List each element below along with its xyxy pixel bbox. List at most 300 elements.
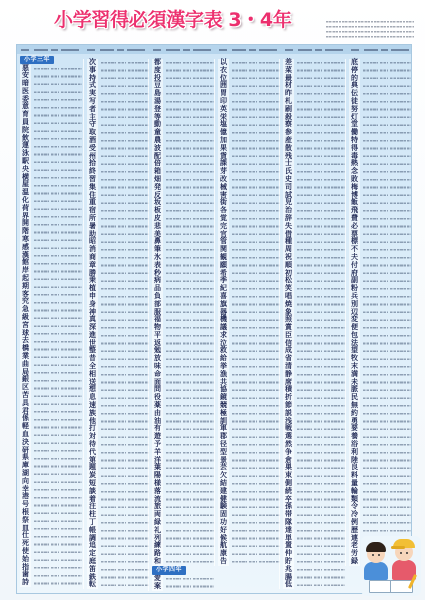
kanji-cell: 次: [89, 58, 96, 66]
kanji-cell: 兵: [351, 291, 358, 300]
kanji-cell: 救: [220, 346, 227, 355]
kanji-cell: 湯: [154, 96, 161, 105]
kanji-cell: 英: [220, 104, 227, 113]
kanji-cell: 遊: [154, 432, 161, 441]
kanji-cell: 員: [22, 118, 29, 127]
kanji-cell: 案: [154, 582, 161, 591]
kanji-cell: 録: [351, 557, 358, 565]
kanji-cell: 住: [89, 190, 96, 199]
kanji-cell: 習: [89, 174, 96, 183]
child-left-eye: [372, 554, 374, 556]
kanji-cell: 民: [351, 393, 358, 402]
kanji-block: [87, 59, 149, 589]
kanji-cell: 等: [154, 112, 161, 121]
kanji-cell: 景: [220, 455, 227, 464]
kanji-cell: 功: [220, 518, 227, 527]
kanji-cell: 器: [220, 307, 227, 316]
kanji-cell: 喜: [220, 291, 227, 300]
kanji-cell: 様: [154, 479, 161, 488]
kanji-cell: 松: [285, 276, 292, 285]
kanji-cell: 持: [89, 73, 96, 82]
kanji-cell: 輪: [351, 486, 358, 495]
kanji-cell: 緑: [154, 518, 161, 527]
kanji-cell: 昭: [89, 237, 96, 246]
kanji-cell: 畑: [154, 174, 161, 183]
kanji-cell: 漁: [220, 369, 227, 378]
kanji-cell: 各: [220, 206, 227, 215]
note-text: [249, 59, 257, 566]
kanji-cell: 待: [89, 440, 96, 449]
kanji-cell: 要: [351, 424, 358, 433]
kanji-cell: 給: [220, 354, 227, 363]
kanji-cell: 植: [89, 284, 96, 293]
kanji-cell: 望: [351, 346, 358, 355]
kanji-cell: 改: [220, 174, 227, 183]
kanji-cell: 勝: [89, 268, 96, 277]
kanji-cell: 漢: [22, 250, 29, 259]
kanji-cell: 度: [154, 65, 161, 74]
kanji-cell: 料: [351, 471, 358, 480]
kanji-cell: 議: [220, 323, 227, 332]
kanji-cell: 終: [89, 167, 96, 176]
kanji-cell: 伝: [351, 89, 358, 98]
kanji-cell: 味: [154, 362, 161, 371]
kanji-column-6: [345, 59, 411, 566]
kanji-cell: 写: [89, 96, 96, 105]
kanji-cell: 去: [22, 336, 29, 345]
kanji-cell: 根: [22, 507, 29, 516]
grade-3-label: 小学三年: [20, 56, 54, 65]
kanji-cell: 投: [154, 73, 161, 82]
kanji-cell: 役: [154, 393, 161, 402]
open-book: [369, 580, 413, 593]
kanji-cell: 央: [22, 164, 29, 173]
kanji-cell: 県: [22, 453, 29, 462]
kanji-cell: 候: [220, 533, 227, 542]
example-text: [193, 59, 214, 566]
kanji-cell: 駅: [22, 157, 29, 166]
kanji-cell: 急: [22, 305, 29, 314]
kanji-cell: 農: [154, 135, 161, 144]
kanji-cell: 辞: [285, 213, 292, 222]
kanji-cell: 底: [351, 58, 358, 66]
book-spine: [390, 580, 391, 593]
kanji-cell: 特: [351, 135, 358, 144]
kanji-cell: 官: [220, 229, 227, 238]
kanji-cell: 副: [351, 276, 358, 285]
kanji-cell: 重: [89, 198, 96, 207]
kanji-cell: 粉: [351, 284, 358, 293]
kanji-cell: 動: [154, 120, 161, 129]
example-text: [324, 59, 345, 589]
kanji-cell: 位: [220, 73, 227, 82]
note-text: [118, 59, 126, 589]
kanji-cell: 関: [220, 245, 227, 254]
kanji-cell: 究: [22, 297, 29, 306]
kanji-cell: 羊: [154, 447, 161, 456]
kanji-cell: 悪: [22, 63, 29, 72]
kanji-cell: 司: [285, 182, 292, 191]
kanji-cell: 対: [89, 432, 96, 441]
kanji-cell: 館: [22, 258, 29, 267]
kanji-cell: 皮: [154, 213, 161, 222]
kanji-cell: 医: [22, 86, 29, 95]
kanji-cell: 暗: [22, 79, 29, 88]
kanji-cell: 局: [22, 367, 29, 376]
kanji-cell: 参: [285, 128, 292, 137]
kanji-cell: 皿: [22, 523, 29, 532]
kanji-cell: 屋: [22, 180, 29, 189]
kanji-cell: 申: [89, 291, 96, 300]
example-text: [193, 575, 214, 591]
kanji-cell: 郡: [220, 432, 227, 441]
kanji-cell: 他: [89, 416, 96, 425]
kanji-cell: 士: [285, 159, 292, 168]
kanji-list: [152, 575, 163, 591]
kanji-cell: 州: [89, 151, 96, 160]
kanji-cell: 君: [22, 406, 29, 415]
kanji-cell: 波: [154, 143, 161, 152]
kanji-cell: 側: [285, 479, 292, 488]
kanji-cell: 験: [220, 502, 227, 511]
kanji-cell: 決: [22, 437, 29, 446]
kanji-cell: 業: [22, 351, 29, 360]
kanji-cell: 周: [285, 245, 292, 254]
kanji-cell: 陽: [154, 471, 161, 480]
kanji-cell: 康: [220, 549, 227, 558]
kanji-cell: 熱: [351, 159, 358, 168]
kanji-cell: 訓: [220, 416, 227, 425]
kanji-list: [152, 59, 163, 566]
kanji-cell: 静: [285, 369, 292, 378]
kanji-cell: 努: [351, 104, 358, 113]
kanji-cell: 寒: [22, 235, 29, 244]
kanji-cell: 説: [285, 408, 292, 417]
kanji-cell: 例: [351, 518, 358, 527]
kanji-cell: 印: [220, 96, 227, 105]
kanji-cell: 然: [285, 440, 292, 449]
kanji-cell: 部: [154, 299, 161, 308]
kanji-cell: 全: [89, 362, 96, 371]
kanji-cell: 落: [154, 486, 161, 495]
kanji-cell: 指: [22, 562, 29, 571]
kanji-cell: 臣: [285, 330, 292, 339]
kanji-cell: 腸: [285, 572, 292, 581]
kanji-cell: 争: [285, 447, 292, 456]
kanji-cell: 低: [285, 580, 292, 589]
kanji-cell: 省: [285, 354, 292, 363]
kanji-cell: 悲: [154, 221, 161, 230]
table-header: [17, 45, 411, 54]
kanji-cell: 予: [154, 440, 161, 449]
kanji-cell: 歯: [22, 570, 29, 579]
kanji-cell: 受: [89, 143, 96, 152]
kanji-list: [20, 65, 31, 587]
kanji-cell: 軽: [22, 422, 29, 431]
kanji-cell: 建: [220, 486, 227, 495]
kanji-cell: 着: [89, 494, 96, 503]
title-grades: 3・4年: [228, 9, 292, 31]
kanji-cell: 式: [89, 81, 96, 90]
kanji-cell: 血: [22, 429, 29, 438]
kanji-cell: 助: [89, 229, 96, 238]
kanji-cell: 消: [89, 245, 96, 254]
kanji-cell: 身: [89, 299, 96, 308]
kanji-cell: 題: [89, 463, 96, 472]
kanji-cell: 愛: [154, 574, 161, 583]
kanji-cell: 鏡: [220, 393, 227, 402]
kanji-cell: 感: [22, 242, 29, 251]
kanji-cell: 事: [89, 65, 96, 74]
child-left-hair: [366, 542, 386, 552]
note-text: [314, 59, 322, 589]
kanji-cell: 相: [89, 369, 96, 378]
kanji-cell: 和: [154, 557, 161, 565]
kanji-cell: 乗: [89, 276, 96, 285]
kanji-cell: 産: [285, 135, 292, 144]
kanji-cell: 礼: [154, 525, 161, 534]
kanji-cell: 息: [89, 393, 96, 402]
kanji-cell: 泳: [22, 149, 29, 158]
kanji-cell: 氏: [285, 167, 292, 176]
kanji-cell: 末: [351, 362, 358, 371]
reading-text: [363, 59, 378, 566]
kanji-cell: 実: [89, 89, 96, 98]
kanji-cell: 第: [89, 455, 96, 464]
kanji-cell: 囲: [220, 81, 227, 90]
kanji-cell: 挙: [220, 362, 227, 371]
kanji-cell: 泣: [220, 338, 227, 347]
kanji-cell: 令: [351, 502, 358, 511]
kanji-cell: 飯: [351, 198, 358, 207]
kanji-cell: 命: [154, 369, 161, 378]
kanji-cell: 径: [220, 440, 227, 449]
kanji-cell: 世: [89, 338, 96, 347]
kanji-cell: 笛: [89, 564, 96, 573]
kanji-cell: 束: [285, 471, 292, 480]
kanji-cell: 負: [154, 291, 161, 300]
fine-print-note: [326, 21, 414, 41]
kanji-cell: 苦: [22, 390, 29, 399]
kanji-cell: 察: [285, 120, 292, 129]
reading-text: [297, 59, 312, 589]
kanji-cell: 治: [285, 206, 292, 215]
kanji-cell: 氷: [154, 252, 161, 261]
kanji-cell: 徒: [351, 96, 358, 105]
kanji-list: [87, 59, 98, 589]
kanji-cell: 柱: [89, 510, 96, 519]
kanji-cell: 梅: [351, 182, 358, 191]
kanji-cell: 別: [351, 299, 358, 308]
kanji-cell: 以: [220, 58, 227, 66]
kanji-cell: 豆: [154, 81, 161, 90]
kanji-cell: 意: [22, 102, 29, 111]
kanji-cell: 浅: [285, 416, 292, 425]
kanji-cell: 宿: [89, 206, 96, 215]
kanji-cell: 願: [220, 260, 227, 269]
kanji-cell: 胃: [220, 89, 227, 98]
kanji-cell: 牧: [351, 354, 358, 363]
kanji-cell: 銀: [22, 375, 29, 384]
kanji-cell: 路: [154, 549, 161, 558]
kanji-cell: 清: [285, 362, 292, 371]
kanji-cell: 毒: [351, 151, 358, 160]
kanji-column-3: [148, 59, 214, 591]
kanji-cell: 鉄: [89, 572, 96, 581]
kanji-cell: 果: [220, 143, 227, 152]
kanji-column-1: [17, 55, 83, 587]
kanji-cell: 散: [285, 143, 292, 152]
kanji-cell: 笑: [285, 284, 292, 293]
kanji-cell: 坂: [154, 198, 161, 207]
kanji-cell: 委: [22, 94, 29, 103]
kanji-cell: 詩: [22, 578, 29, 587]
kanji-cell: 丁: [89, 518, 96, 527]
kanji-cell: 未: [351, 377, 358, 386]
reading-text: [166, 575, 181, 591]
kanji-cell: 表: [154, 260, 161, 269]
kanji-cell: 面: [154, 377, 161, 386]
kanji-cell: 付: [351, 260, 358, 269]
kanji-cell: 連: [351, 533, 358, 542]
kanji-cell: 満: [351, 369, 358, 378]
kanji-cell: 灯: [351, 112, 358, 121]
kanji-cell: 残: [285, 151, 292, 160]
kanji-cell: 鼻: [154, 237, 161, 246]
kanji-cell: 包: [351, 330, 358, 339]
kanji-cell: 深: [89, 323, 96, 332]
kanji-cell: 刷: [285, 104, 292, 113]
kanji-cell: 具: [22, 398, 29, 407]
kanji-cell: 運: [22, 141, 29, 150]
kanji-cell: 秒: [154, 268, 161, 277]
grade-4-label: 小学四年: [152, 566, 186, 575]
kanji-cell: 守: [89, 120, 96, 129]
kanji-cell: 堂: [351, 120, 358, 129]
kanji-cell: 児: [285, 198, 292, 207]
kanji-cell: 養: [351, 432, 358, 441]
kanji-cell: 筆: [154, 245, 161, 254]
kanji-cell: 港: [22, 492, 29, 501]
kanji-cell: 健: [220, 494, 227, 503]
kanji-cell: 象: [285, 307, 292, 316]
kanji-cell: 類: [351, 494, 358, 503]
kanji-cell: 機: [220, 315, 227, 324]
kanji-cell: 係: [22, 414, 29, 423]
kanji-cell: 焼: [285, 299, 292, 308]
kanji-cell: 競: [220, 401, 227, 410]
kanji-cell: 童: [154, 128, 161, 137]
child-left-body: [364, 562, 388, 580]
kanji-cell: 照: [285, 315, 292, 324]
kanji-cell: 湖: [22, 468, 29, 477]
kanji-cell: 順: [285, 260, 292, 269]
kanji-cell: 油: [154, 416, 161, 425]
kanji-cell: 信: [285, 338, 292, 347]
kanji-cell: 兆: [285, 564, 292, 573]
kanji-cell: 開: [22, 219, 29, 228]
kanji-cell: 加: [220, 135, 227, 144]
kanji-cell: 橋: [22, 344, 29, 353]
kanji-cell: 費: [351, 213, 358, 222]
kanji-cell: 物: [154, 323, 161, 332]
kanji-cell: 倉: [285, 455, 292, 464]
child-right-cap-brim: [391, 546, 405, 549]
kanji-cell: 票: [351, 229, 358, 238]
kanji-cell: 育: [22, 110, 29, 119]
kanji-cell: 歴: [351, 525, 358, 534]
kanji-cell: 億: [220, 128, 227, 137]
kanji-cell: 勉: [154, 346, 161, 355]
kanji-cell: 芽: [220, 167, 227, 176]
kanji-cell: 脈: [351, 385, 358, 394]
kanji-cell: 安: [22, 71, 29, 80]
kanji-cell: 唱: [285, 291, 292, 300]
kanji-cell: 成: [285, 346, 292, 355]
kanji-cell: 飛: [351, 206, 358, 215]
example-text: [61, 65, 82, 587]
kanji-cell: 岸: [22, 266, 29, 275]
kanji-block: [218, 59, 280, 566]
kanji-cell: 所: [89, 213, 96, 222]
kanji-cell: 試: [285, 190, 292, 199]
kanji-cell: 転: [89, 580, 96, 589]
kanji-cell: 発: [154, 182, 161, 191]
kanji-cell: 辺: [351, 307, 358, 316]
kanji-cell: 害: [220, 190, 227, 199]
kanji-cell: 院: [22, 125, 29, 134]
kanji-cell: 階: [22, 227, 29, 236]
kanji-cell: 初: [285, 268, 292, 277]
kanji-cell: 反: [154, 190, 161, 199]
kanji-cell: 菜: [285, 65, 292, 74]
kanji-cell: 談: [89, 486, 96, 495]
kanji-cell: 孫: [285, 502, 292, 511]
kanji-cell: 械: [220, 182, 227, 191]
kanji-cell: 借: [285, 229, 292, 238]
kanji-cell: 冷: [351, 510, 358, 519]
kanji-cell: 賞: [285, 323, 292, 332]
kanji-cell: 仲: [285, 549, 292, 558]
kanji-cell: 速: [89, 401, 96, 410]
kanji-cell: 結: [220, 479, 227, 488]
kanji-cell: 積: [285, 385, 292, 394]
child-right-eye: [400, 552, 402, 554]
kanji-cell: 隊: [285, 518, 292, 527]
kanji-cell: 不: [351, 245, 358, 254]
kanji-cell: 好: [220, 525, 227, 534]
kanji-cell: 流: [154, 494, 161, 503]
kanji-cell: 昨: [285, 89, 292, 98]
kanji-cell: 祭: [22, 515, 29, 524]
kanji-cell: 調: [89, 533, 96, 542]
kanji-cell: 薬: [154, 401, 161, 410]
kanji-cell: 真: [89, 315, 96, 324]
kanji-cell: 陸: [351, 455, 358, 464]
kanji-cell: 敗: [351, 174, 358, 183]
kanji-cell: 博: [351, 190, 358, 199]
kanji-cell: 温: [22, 188, 29, 197]
kanji-cell: 観: [220, 252, 227, 261]
kanji-column-2: [83, 59, 149, 589]
kanji-cell: 帳: [89, 525, 96, 534]
kanji-cell: 戦: [285, 424, 292, 433]
kanji-cell: 級: [22, 313, 29, 321]
kanji-block: [152, 575, 214, 591]
kanji-cell: 芸: [220, 463, 227, 472]
kanji-cell: 板: [154, 206, 161, 215]
kanji-cell: 栄: [220, 112, 227, 121]
